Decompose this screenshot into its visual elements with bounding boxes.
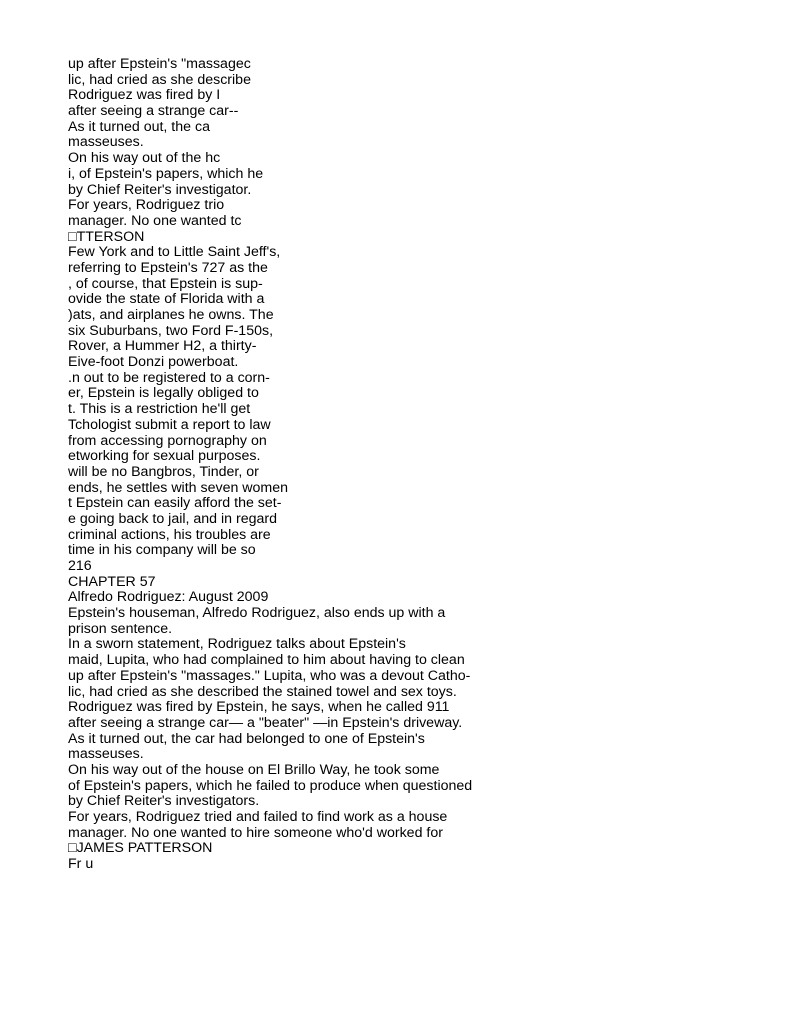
text-line: Few York and to Little Saint Jeff's, bbox=[68, 244, 281, 261]
text-line: up after Epstein's "massagec bbox=[68, 56, 251, 72]
text-line: e going back to jail, and in regard bbox=[68, 510, 278, 527]
page-number: 216 bbox=[68, 558, 92, 574]
text-line: er, Epstein is legally obliged to bbox=[68, 385, 259, 402]
text-line: masseuses. bbox=[68, 746, 144, 763]
text-line: prison sentence. bbox=[68, 620, 173, 637]
text-line: maid, Lupita, who had complained to him about having to clean bbox=[68, 652, 465, 669]
text-line: time in his company will be so bbox=[68, 542, 256, 559]
text-line: ovide the state of Florida with a bbox=[68, 291, 265, 308]
text-line: by Chief Reiter's investigator. bbox=[68, 181, 252, 198]
text-line: manager. No one wanted tc bbox=[68, 212, 242, 229]
text-line: i, of Epstein's papers, which he bbox=[68, 165, 264, 182]
text-line: On his way out of the house on El Brillo Way, he took some bbox=[68, 761, 440, 778]
text-line: Fr u bbox=[68, 856, 94, 873]
text-line: by Chief Reiter's investigators. bbox=[68, 793, 260, 810]
text-line: ends, he settles with seven women bbox=[68, 479, 289, 496]
text-line: criminal actions, his troubles are bbox=[68, 526, 271, 543]
text-line: t Epstein can easily afford the set- bbox=[68, 495, 282, 512]
text-line: Rodriguez was fired by I bbox=[68, 87, 221, 104]
header-line: □TTERSON bbox=[68, 228, 145, 245]
text-line: Epstein's houseman, Alfredo Rodriguez, also ends up with a bbox=[68, 605, 446, 622]
text-line: Eive-foot Donzi powerboat. bbox=[68, 354, 239, 371]
text-line: of Epstein's papers, which he failed to produce when questioned bbox=[68, 777, 473, 794]
text-line: from accessing pornography on bbox=[68, 432, 267, 449]
text-line: , of course, that Epstein is sup- bbox=[68, 275, 263, 292]
text-line: .n out to be registered to a corn- bbox=[68, 369, 270, 386]
text-line: For years, Rodriguez tried and failed to find work as a house bbox=[68, 809, 448, 825]
text-line: Rover, a Hummer H2, a thirty- bbox=[68, 338, 257, 355]
text-line: referring to Epstein's 727 as the bbox=[68, 259, 268, 276]
text-line: masseuses. bbox=[68, 134, 144, 151]
text-line: manager. No one wanted to hire someone who'd worked for bbox=[68, 824, 443, 841]
text-line: Tchologist submit a report to law bbox=[68, 416, 271, 433]
chapter-heading: CHAPTER 57 bbox=[68, 573, 156, 590]
text-line: six Suburbans, two Ford F-150s, bbox=[68, 322, 274, 339]
text-line: t. This is a restriction he'll get bbox=[68, 401, 251, 418]
text-line: Rodriguez was fired by Epstein, he says, when he called 911 bbox=[68, 699, 450, 716]
text-line: On his way out of the hc bbox=[68, 150, 221, 167]
text-line: As it turned out, the ca bbox=[68, 118, 210, 135]
chapter-subtitle: Alfredo Rodriguez: August 2009 bbox=[68, 589, 269, 606]
header-line: □JAMES PATTERSON bbox=[68, 840, 213, 857]
text-line: after seeing a strange car— a "beater" —in Epstein's driveway. bbox=[68, 714, 463, 731]
text-line: As it turned out, the car had belonged to one of Epstein's bbox=[68, 730, 425, 747]
text-line: lic, had cried as she described the stained towel and sex toys. bbox=[68, 683, 457, 700]
document-text bbox=[68, 57, 472, 873]
text-line: after seeing a strange car-- bbox=[68, 103, 239, 120]
text-line: For years, Rodriguez trio bbox=[68, 197, 225, 214]
text-line: will be no Bangbros, Tinder, or bbox=[68, 463, 259, 480]
text-line: up after Epstein's "massages." Lupita, who was a devout Catho- bbox=[68, 667, 471, 684]
text-line: etworking for sexual purposes. bbox=[68, 448, 261, 465]
text-line: )ats, and airplanes he owns. The bbox=[68, 307, 274, 323]
text-line: In a sworn statement, Rodriguez talks about Epstein's bbox=[68, 636, 406, 653]
text-line: lic, had cried as she describe bbox=[68, 71, 251, 88]
